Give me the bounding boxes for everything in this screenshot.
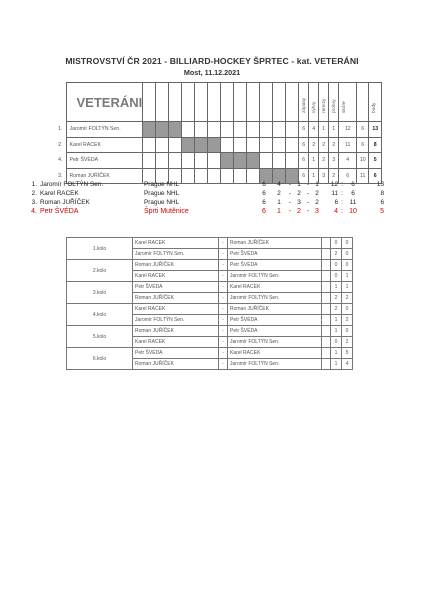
spacer-cell [322, 271, 331, 282]
standing-stat: 13 [376, 181, 384, 188]
stat-cell: 1 [309, 168, 319, 184]
standings-row [30, 198, 384, 207]
row-rank: 2. [58, 141, 63, 148]
standings-row [30, 207, 384, 216]
stat-cell: 3 [329, 153, 339, 169]
standing-stat: 10 [349, 208, 357, 215]
document-subtitle: Most, 11.12.2021 [183, 68, 241, 77]
away-score: 0 [342, 326, 353, 337]
standing-stat: - [288, 199, 292, 206]
stat-cell: 2 [319, 137, 329, 153]
result-cell [247, 122, 260, 138]
away-player: Petr ŠVÉDA [228, 249, 322, 260]
stat-cell: 5 [369, 153, 382, 169]
result-cell [260, 137, 273, 153]
match-row [67, 282, 353, 293]
round-label: 3.kolo [67, 282, 133, 304]
row-rank: 4. [58, 157, 63, 164]
spacer-cell [322, 326, 331, 337]
match-separator: - [219, 271, 228, 282]
standing-rank: 2. [31, 190, 37, 197]
match-separator: - [219, 326, 228, 337]
col-header: zápasy [299, 83, 309, 122]
diagonal-cell [247, 153, 260, 169]
stat-cell: 2 [329, 168, 339, 184]
home-score: 2 [331, 249, 342, 260]
stat-cell: 2 [319, 153, 329, 169]
spacer-cell [322, 337, 331, 348]
stat-cell: 10 [357, 153, 369, 169]
result-cell [221, 122, 234, 138]
home-player: Petr ŠVÉDA [133, 348, 219, 359]
standing-stat: 3 [315, 208, 319, 215]
cross-table [52, 82, 382, 184]
diagonal-cell [156, 122, 169, 138]
away-player: Petr ŠVÉDA [228, 326, 322, 337]
standing-stat: : [341, 181, 343, 188]
result-cell [208, 122, 221, 138]
match-row [67, 260, 353, 271]
home-score: 1 [331, 282, 342, 293]
round-label: 5.kolo [67, 326, 133, 348]
away-score: 0 [342, 260, 353, 271]
match-separator: - [219, 293, 228, 304]
col-header: body [369, 83, 382, 122]
home-player: Roman JUŘÍČEK [133, 293, 219, 304]
standing-stat: 2 [297, 190, 301, 197]
standings-row [30, 189, 384, 198]
standing-stat: 2 [315, 190, 319, 197]
away-score: 2 [342, 293, 353, 304]
away-score: 5 [342, 348, 353, 359]
away-player: Petr ŠVÉDA [228, 260, 322, 271]
stat-cell: 6 [339, 168, 357, 184]
standing-rank: 1. [31, 181, 37, 188]
home-player: Petr ŠVÉDA [133, 282, 219, 293]
home-score: 1 [331, 348, 342, 359]
standing-stat: 4 [334, 208, 338, 215]
cross-table-row [52, 137, 382, 153]
away-player: Roman JUŘÍČEK [228, 304, 322, 315]
diagonal-cell [182, 137, 195, 153]
spacer-cell [322, 315, 331, 326]
diagonal-cell [169, 122, 182, 138]
standing-club: Šprti Mutěnice [144, 208, 189, 215]
stat-cell: 3 [319, 168, 329, 184]
away-player: Jaromír FOLTÝN Sen. [228, 293, 322, 304]
stat-cell: 4 [309, 122, 319, 138]
home-score: 0 [331, 238, 342, 249]
standing-stat: - [306, 181, 310, 188]
standing-club: Prague NHL [144, 199, 180, 206]
stat-cell: 6 [299, 137, 309, 153]
standing-stat: 2 [297, 208, 301, 215]
diagonal-cell [143, 122, 156, 138]
standing-name: Jaromír FOLTÝN Sen. [40, 181, 104, 188]
standing-stat: 6 [262, 199, 266, 206]
stat-cell: 13 [369, 122, 382, 138]
standing-stat: 6 [262, 190, 266, 197]
player-name: Petr ŠVÉDA [66, 153, 143, 169]
result-cell [143, 137, 156, 153]
spacer-cell [322, 249, 331, 260]
player-name: Jaromír FOLTÝN Sen. [66, 122, 143, 138]
away-score: 4 [342, 359, 353, 370]
home-score: 1 [331, 326, 342, 337]
home-player: Roman JUŘÍČEK [133, 359, 219, 370]
standing-stat: 8 [380, 190, 384, 197]
result-cell [260, 153, 273, 169]
match-separator: - [219, 348, 228, 359]
standing-stat: 3 [297, 199, 301, 206]
standing-stat: 6 [380, 199, 384, 206]
away-player: Karel RACEK [228, 282, 322, 293]
stat-cell: 6 [299, 122, 309, 138]
round-label: 4.kolo [67, 304, 133, 326]
diagonal-cell [221, 153, 234, 169]
result-cell [195, 153, 208, 169]
result-cell [247, 137, 260, 153]
standing-stat: 11 [331, 190, 338, 197]
home-score: 0 [331, 271, 342, 282]
match-separator: - [219, 260, 228, 271]
stat-cell: 6 [357, 122, 369, 138]
standing-stat: 6 [262, 181, 266, 188]
match-row [67, 326, 353, 337]
schedule-table [66, 237, 353, 370]
away-score: 0 [342, 304, 353, 315]
category-label: VETERÁNI [66, 83, 143, 122]
stat-cell: 6 [299, 153, 309, 169]
standing-stat: 6 [351, 190, 355, 197]
standing-stat: 5 [380, 208, 384, 215]
standing-stat: : [341, 199, 343, 206]
result-cell [156, 153, 169, 169]
standing-stat: 11 [349, 199, 357, 206]
home-player: Roman JUŘÍČEK [133, 326, 219, 337]
result-cell [273, 137, 286, 153]
result-cell [208, 153, 221, 169]
home-player: Roman JUŘÍČEK [133, 260, 219, 271]
home-score: 0 [331, 337, 342, 348]
result-cell [221, 137, 234, 153]
result-cell [182, 153, 195, 169]
home-player: Jaromír FOLTÝN Sen. [133, 315, 219, 326]
standing-stat: 4 [277, 181, 281, 188]
result-cell [169, 153, 182, 169]
result-cell [169, 137, 182, 153]
player-name: Karel RACEK [66, 137, 143, 153]
stat-cell: 6 [357, 137, 369, 153]
stat-cell: 12 [339, 122, 357, 138]
stat-cell: 1 [319, 122, 329, 138]
stat-cell: 11 [357, 168, 369, 184]
home-score: 1 [331, 359, 342, 370]
home-score: 0 [331, 260, 342, 271]
standing-stat: : [341, 190, 343, 197]
result-cell [286, 153, 299, 169]
stat-cell: 6 [299, 168, 309, 184]
match-separator: - [219, 282, 228, 293]
spacer-cell [322, 293, 331, 304]
spacer-cell [322, 304, 331, 315]
standing-stat: - [306, 199, 310, 206]
result-cell [286, 137, 299, 153]
result-cell [286, 122, 299, 138]
spacer-cell [322, 348, 331, 359]
standing-stat: - [288, 190, 292, 197]
match-separator: - [219, 359, 228, 370]
standing-stat: 1 [315, 181, 319, 188]
standing-stat: 2 [315, 199, 319, 206]
home-player: Jaromír FOLTÝN Sen. [133, 249, 219, 260]
away-player: Jaromír FOLTÝN Sen. [228, 337, 322, 348]
standing-name: Petr ŠVÉDA [40, 208, 79, 215]
stat-cell: 1 [309, 153, 319, 169]
diagonal-cell [195, 137, 208, 153]
col-header: remízy [319, 83, 329, 122]
away-score: 0 [342, 238, 353, 249]
result-cell [273, 122, 286, 138]
standing-name: Roman JUŘÍČEK [40, 199, 90, 206]
cross-table-row [52, 153, 382, 169]
round-label: 2.kolo [67, 260, 133, 282]
standing-club: Prague NHL [144, 181, 180, 188]
standing-stat: - [306, 190, 310, 197]
standing-stat: 1 [277, 208, 281, 215]
col-header [357, 83, 369, 122]
diagonal-cell [208, 137, 221, 153]
match-separator: - [219, 304, 228, 315]
standing-stat: 6 [351, 181, 355, 188]
home-player: Karel RACEK [133, 238, 219, 249]
result-cell [156, 137, 169, 153]
stat-cell: 8 [369, 137, 382, 153]
match-separator: - [219, 315, 228, 326]
result-cell [273, 153, 286, 169]
standing-stat: 2 [277, 190, 281, 197]
result-cell [260, 122, 273, 138]
away-score: 1 [342, 282, 353, 293]
result-cell [234, 122, 247, 138]
spacer-cell [322, 282, 331, 293]
standings-row [30, 180, 384, 189]
away-player: Petr ŠVÉDA [228, 315, 322, 326]
round-label: 1.kolo [67, 238, 133, 260]
standing-stat: 1 [277, 199, 281, 206]
match-row [67, 238, 353, 249]
spacer-cell [322, 260, 331, 271]
stat-cell: 2 [309, 137, 319, 153]
row-rank: 3. [58, 172, 63, 179]
away-score: 0 [342, 249, 353, 260]
row-rank: 1. [58, 126, 63, 133]
away-player: Karel RACEK [228, 348, 322, 359]
col-header: prohry [329, 83, 339, 122]
standing-stat: : [341, 208, 343, 215]
home-player: Karel RACEK [133, 304, 219, 315]
standing-rank: 3. [31, 199, 37, 206]
away-score: 2 [342, 315, 353, 326]
player-name: Roman JUŘÍČEK [66, 168, 143, 184]
standing-stat: 1 [297, 181, 301, 188]
match-separator: - [219, 337, 228, 348]
result-cell [143, 153, 156, 169]
result-cell [234, 137, 247, 153]
match-separator: - [219, 249, 228, 260]
round-label: 6.kolo [67, 348, 133, 370]
standing-club: Prague NHL [144, 190, 180, 197]
standing-stat: 12 [330, 181, 338, 188]
standing-name: Karel RACEK [40, 190, 79, 197]
standings-table [30, 180, 384, 216]
stat-cell: 1 [329, 122, 339, 138]
result-cell [182, 122, 195, 138]
standing-stat: 6 [334, 199, 338, 206]
away-player: Jaromír FOLTÝN Sen. [228, 359, 322, 370]
stat-cell: 2 [329, 137, 339, 153]
home-score: 2 [331, 293, 342, 304]
match-row [67, 348, 353, 359]
away-player: Jaromír FOLTÝN Sen. [228, 271, 322, 282]
match-separator: - [219, 238, 228, 249]
col-header: skóre [339, 83, 357, 122]
result-cell [195, 122, 208, 138]
away-player: Roman JUŘÍČEK [228, 238, 322, 249]
home-score: 1 [331, 315, 342, 326]
cross-table-row [52, 122, 382, 138]
away-score: 1 [342, 271, 353, 282]
spacer-cell [322, 359, 331, 370]
match-row [67, 304, 353, 315]
home-player: Karel RACEK [133, 271, 219, 282]
document-title: MISTROVSTVÍ ČR 2021 - BILLIARD-HOCKEY ŠPRTEC - kat. VETERÁNI [65, 56, 359, 66]
col-header: výhry [309, 83, 319, 122]
standing-stat: - [288, 208, 292, 215]
away-score: 2 [342, 337, 353, 348]
standing-stat: 6 [262, 208, 266, 215]
standing-stat: - [288, 181, 292, 188]
stat-cell: 6 [369, 168, 382, 184]
home-score: 2 [331, 304, 342, 315]
stat-cell: 11 [339, 137, 357, 153]
stat-cell: 4 [339, 153, 357, 169]
diagonal-cell [234, 153, 247, 169]
home-player: Karel RACEK [133, 337, 219, 348]
standing-rank: 4. [31, 208, 37, 215]
standing-stat: - [306, 208, 310, 215]
spacer-cell [322, 238, 331, 249]
